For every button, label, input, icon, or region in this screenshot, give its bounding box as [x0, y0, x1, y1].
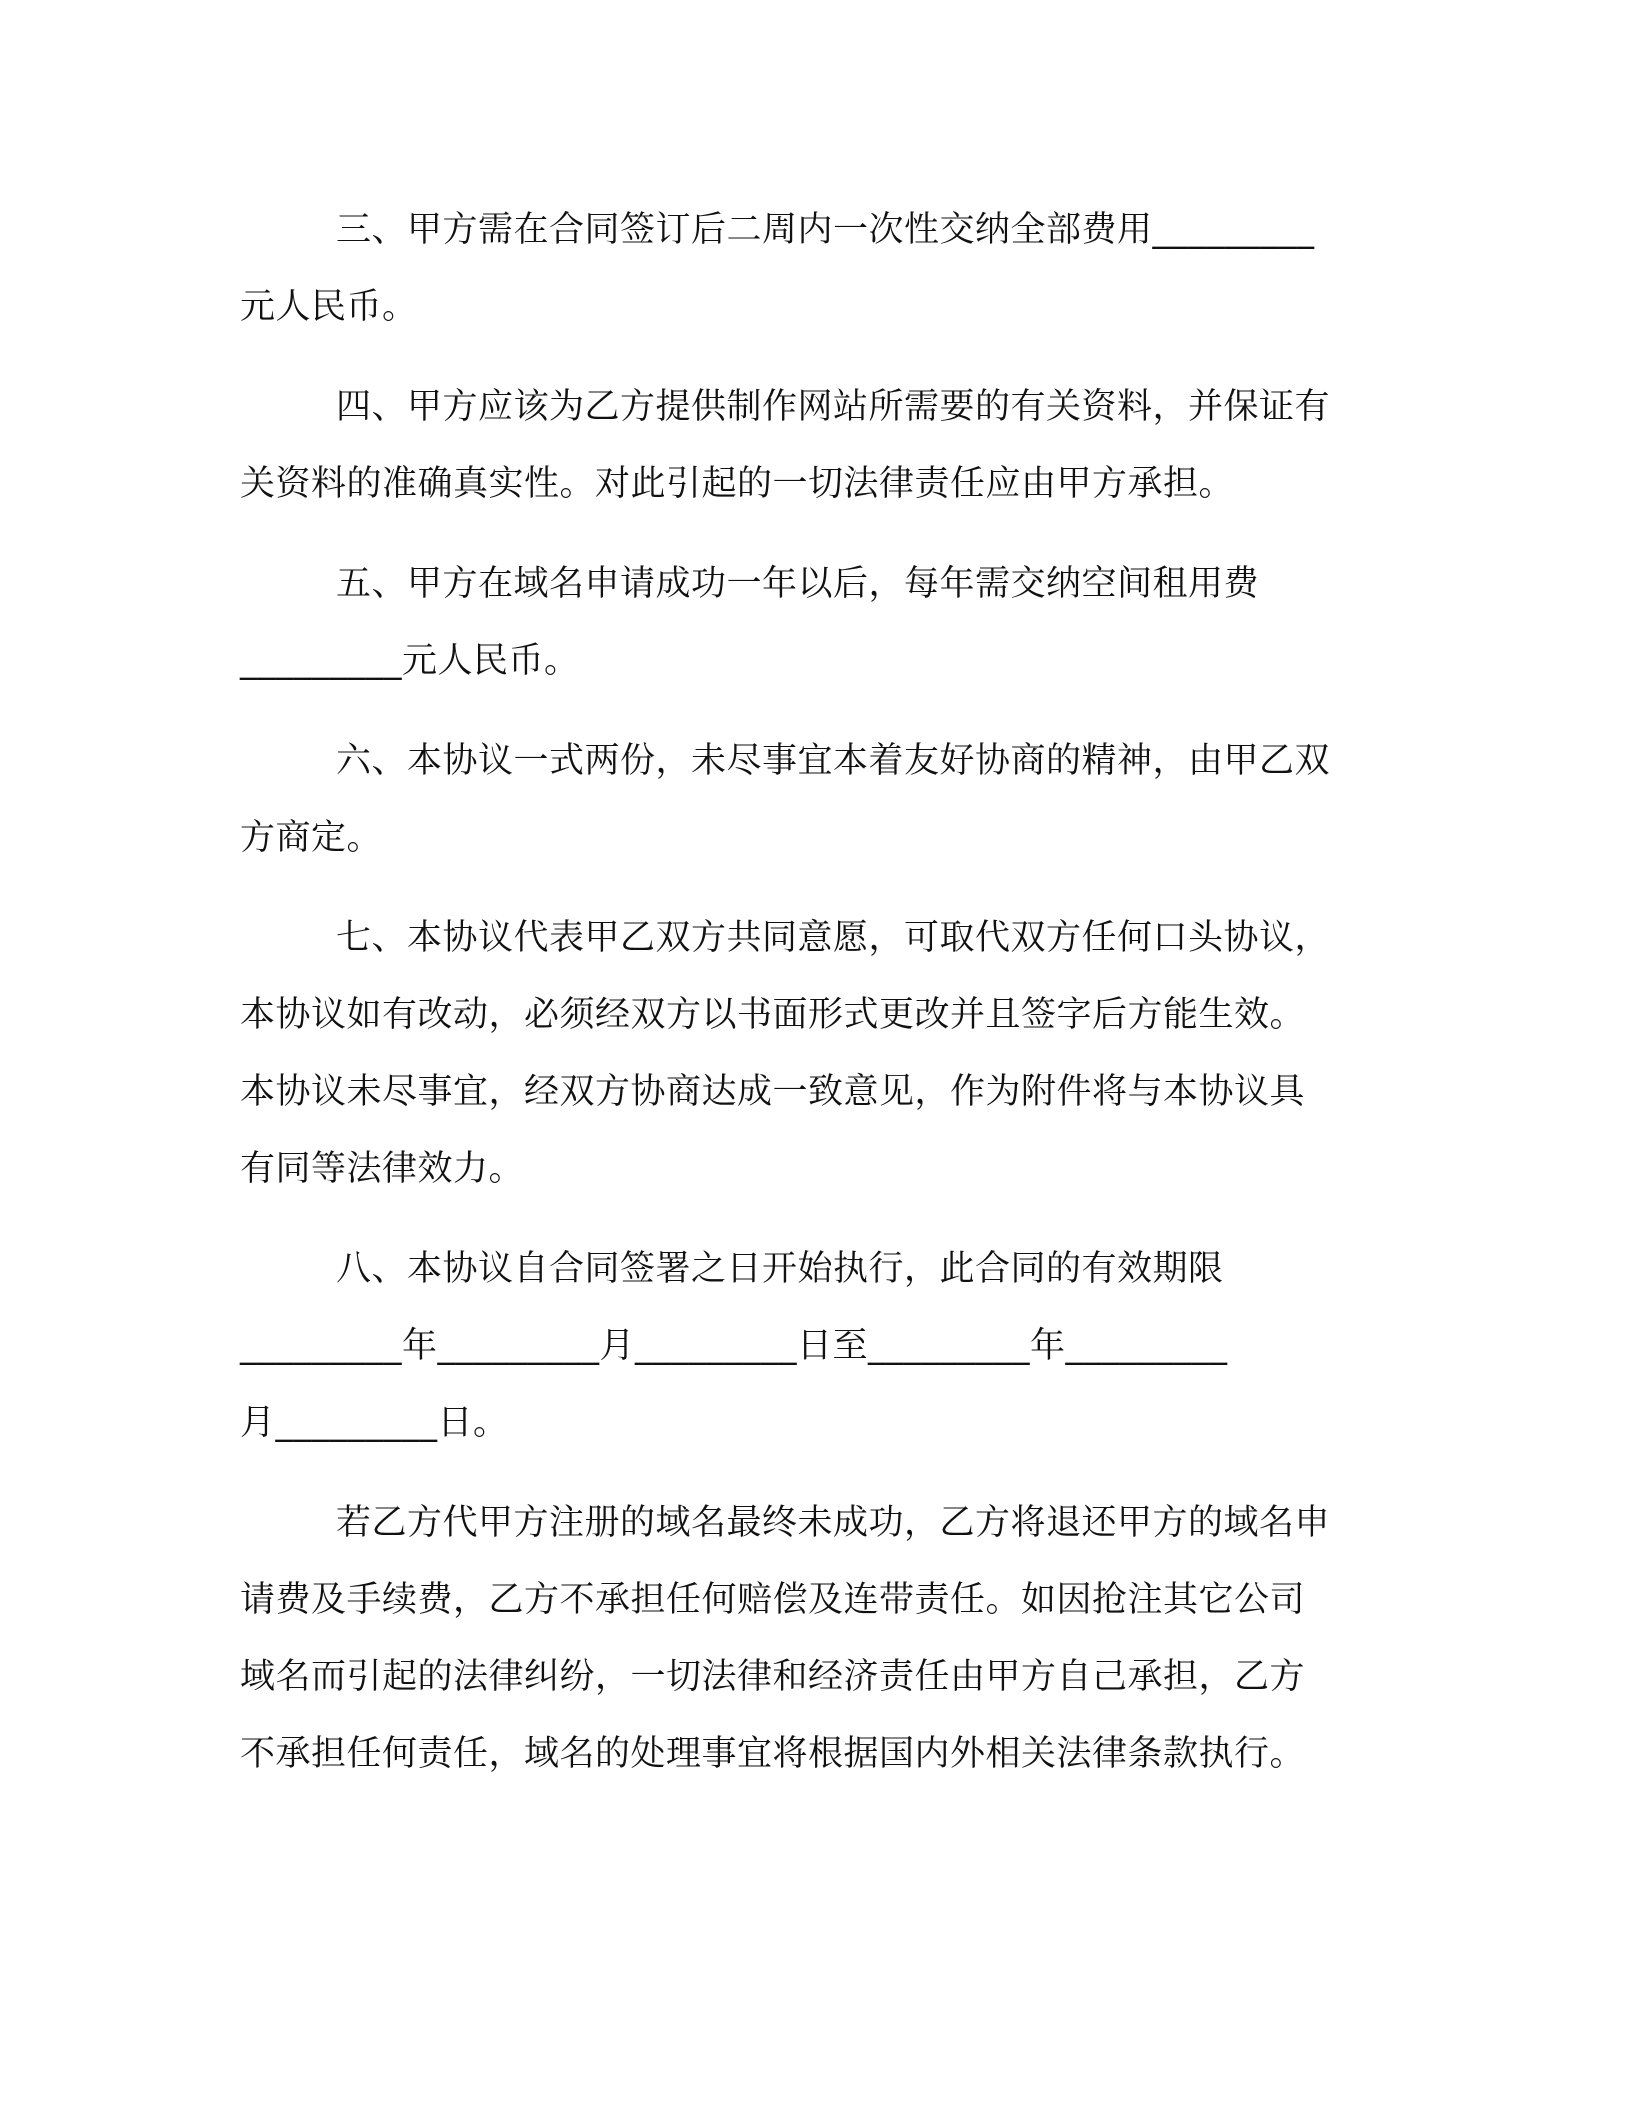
domain-clause-line-2: 请费及手续费，乙方不承担任何赔偿及连带责任。如因抢注其它公司 — [240, 1580, 1306, 1620]
clause-3 — [240, 192, 1380, 346]
clause-4-line-1: 四、甲方应该为乙方提供制作网站所需要的有关资料，并保证有 — [336, 387, 1331, 427]
clause-4 — [240, 369, 1380, 523]
domain-clause-line-4: 不承担任何责任，域名的处理事宜将根据国内外相关法律条款执行。 — [240, 1734, 1306, 1774]
document-body — [240, 192, 1380, 1816]
clause-4-line-2: 关资料的准确真实性。对此引起的一切法律责任应由甲方承担。 — [240, 464, 1235, 504]
clause-7-line-3: 本协议未尽事宜，经双方协商达成一致意见，作为附件将与本协议具 — [240, 1072, 1306, 1112]
clause-8-line-1: 八、本协议自合同签署之日开始执行，此合同的有效期限 — [336, 1249, 1224, 1289]
domain-registration-clause — [240, 1485, 1380, 1793]
clause-8 — [240, 1231, 1380, 1462]
clause-6 — [240, 723, 1380, 877]
clause-3-line-2: 元人民币。 — [240, 287, 418, 327]
clause-6-line-1: 六、本协议一式两份，未尽事宜本着友好协商的精神，由甲乙双 — [336, 741, 1331, 781]
domain-clause-line-1: 若乙方代甲方注册的域名最终未成功，乙方将退还甲方的域名申 — [336, 1503, 1331, 1543]
clause-7 — [240, 900, 1380, 1208]
clause-5-line-1: 五、甲方在域名申请成功一年以后，每年需交纳空间租用费 — [336, 564, 1260, 604]
clause-5 — [240, 546, 1380, 700]
clause-7-line-2: 本协议如有改动，必须经双方以书面形式更改并且签字后方能生效。 — [240, 995, 1306, 1035]
clause-5-line-2: _________元人民币。 — [240, 641, 580, 681]
domain-clause-line-3: 域名而引起的法律纠纷，一切法律和经济责任由甲方自己承担，乙方 — [240, 1657, 1306, 1697]
clause-7-line-1: 七、本协议代表甲乙双方共同意愿，可取代双方任何口头协议， — [336, 918, 1331, 958]
clause-6-line-2: 方商定。 — [240, 818, 383, 858]
clause-8-line-3: 月_________日。 — [240, 1403, 509, 1443]
clause-8-date-range-line: _________年_________月_________日至_________年_________ — [240, 1326, 1228, 1366]
clause-3-line-1: 三、甲方需在合同签订后二周内一次性交纳全部费用_________ — [336, 210, 1315, 250]
clause-7-line-4: 有同等法律效力。 — [240, 1149, 525, 1189]
